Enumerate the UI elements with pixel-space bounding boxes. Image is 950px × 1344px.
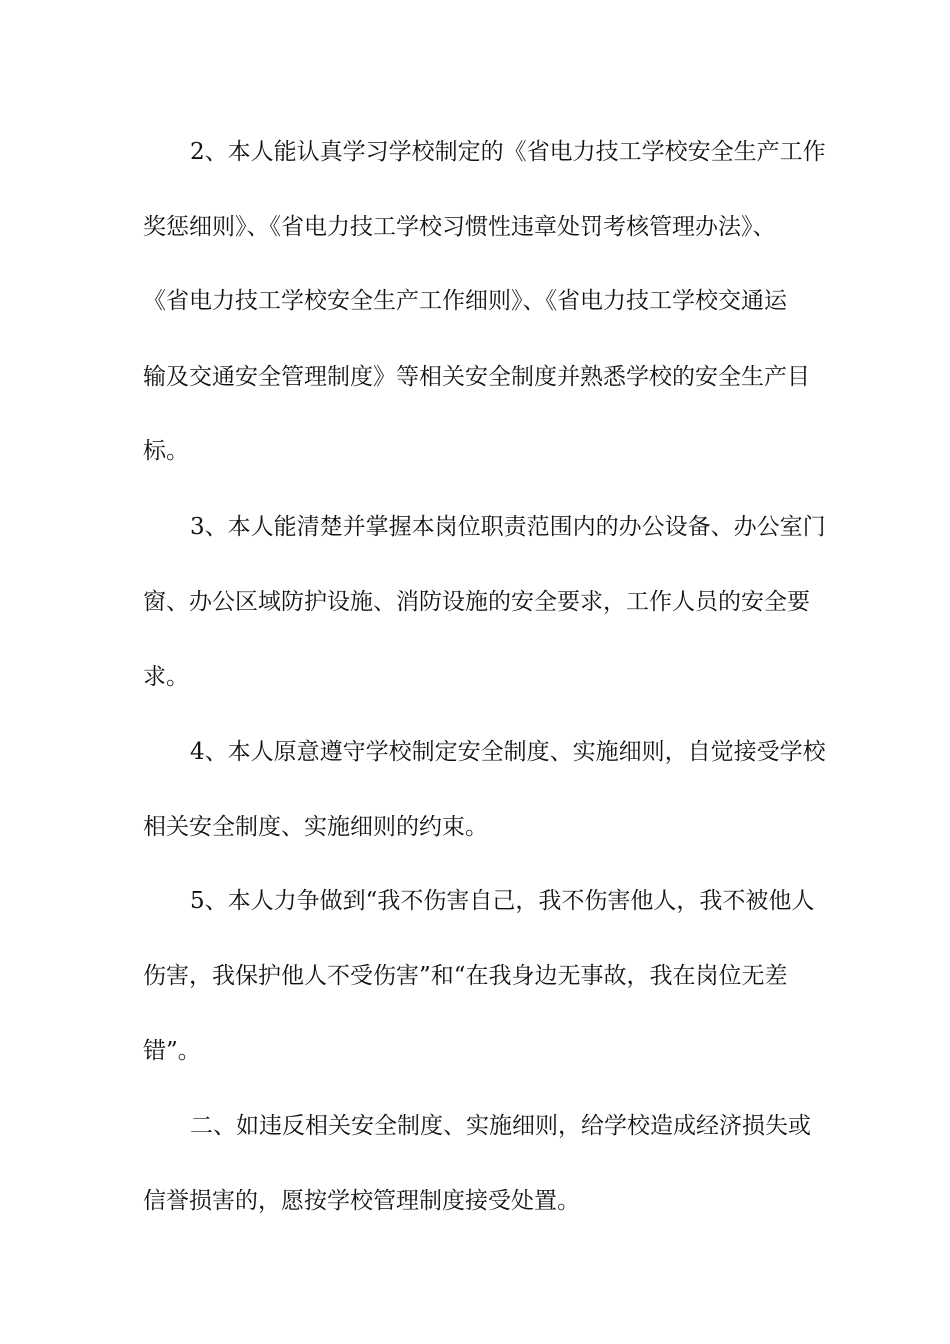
- text-line: 信誉损害的，愿按学校管理制度接受处置。: [143, 1188, 580, 1214]
- text-line: 4、本人原意遵守学校制定安全制度、实施细则，自觉接受学校: [190, 739, 826, 765]
- text-line: 3、本人能清楚并掌握本岗位职责范围内的办公设备、办公室门: [190, 514, 826, 540]
- text-line: 5、本人力争做到“我不伤害自己，我不伤害他人，我不被他人: [190, 888, 815, 914]
- text-line: 二、如违反相关安全制度、实施细则，给学校造成经济损失或: [190, 1113, 811, 1139]
- text-line: 求。: [143, 664, 189, 690]
- text-line: 错”。: [143, 1038, 201, 1064]
- text-line: 《省电力技工学校安全生产工作细则》、《省电力技工学校交通运: [143, 288, 787, 314]
- text-line: 窗、办公区域防护设施、消防设施的安全要求，工作人员的安全要: [143, 589, 810, 615]
- text-line: 奖惩细则》、《省电力技工学校习惯性违章处罚考核管理办法》、: [143, 214, 776, 240]
- text-line: 伤害，我保护他人不受伤害”和“在我身边无事故，我在岗位无差: [143, 963, 788, 989]
- text-line: 2、本人能认真学习学校制定的《省电力技工学校安全生产工作: [190, 139, 826, 165]
- text-line: 标。: [143, 438, 189, 464]
- text-line: 相关安全制度、实施细则的约束。: [143, 814, 488, 840]
- text-line: 输及交通安全管理制度》等相关安全制度并熟悉学校的安全生产目: [143, 364, 810, 390]
